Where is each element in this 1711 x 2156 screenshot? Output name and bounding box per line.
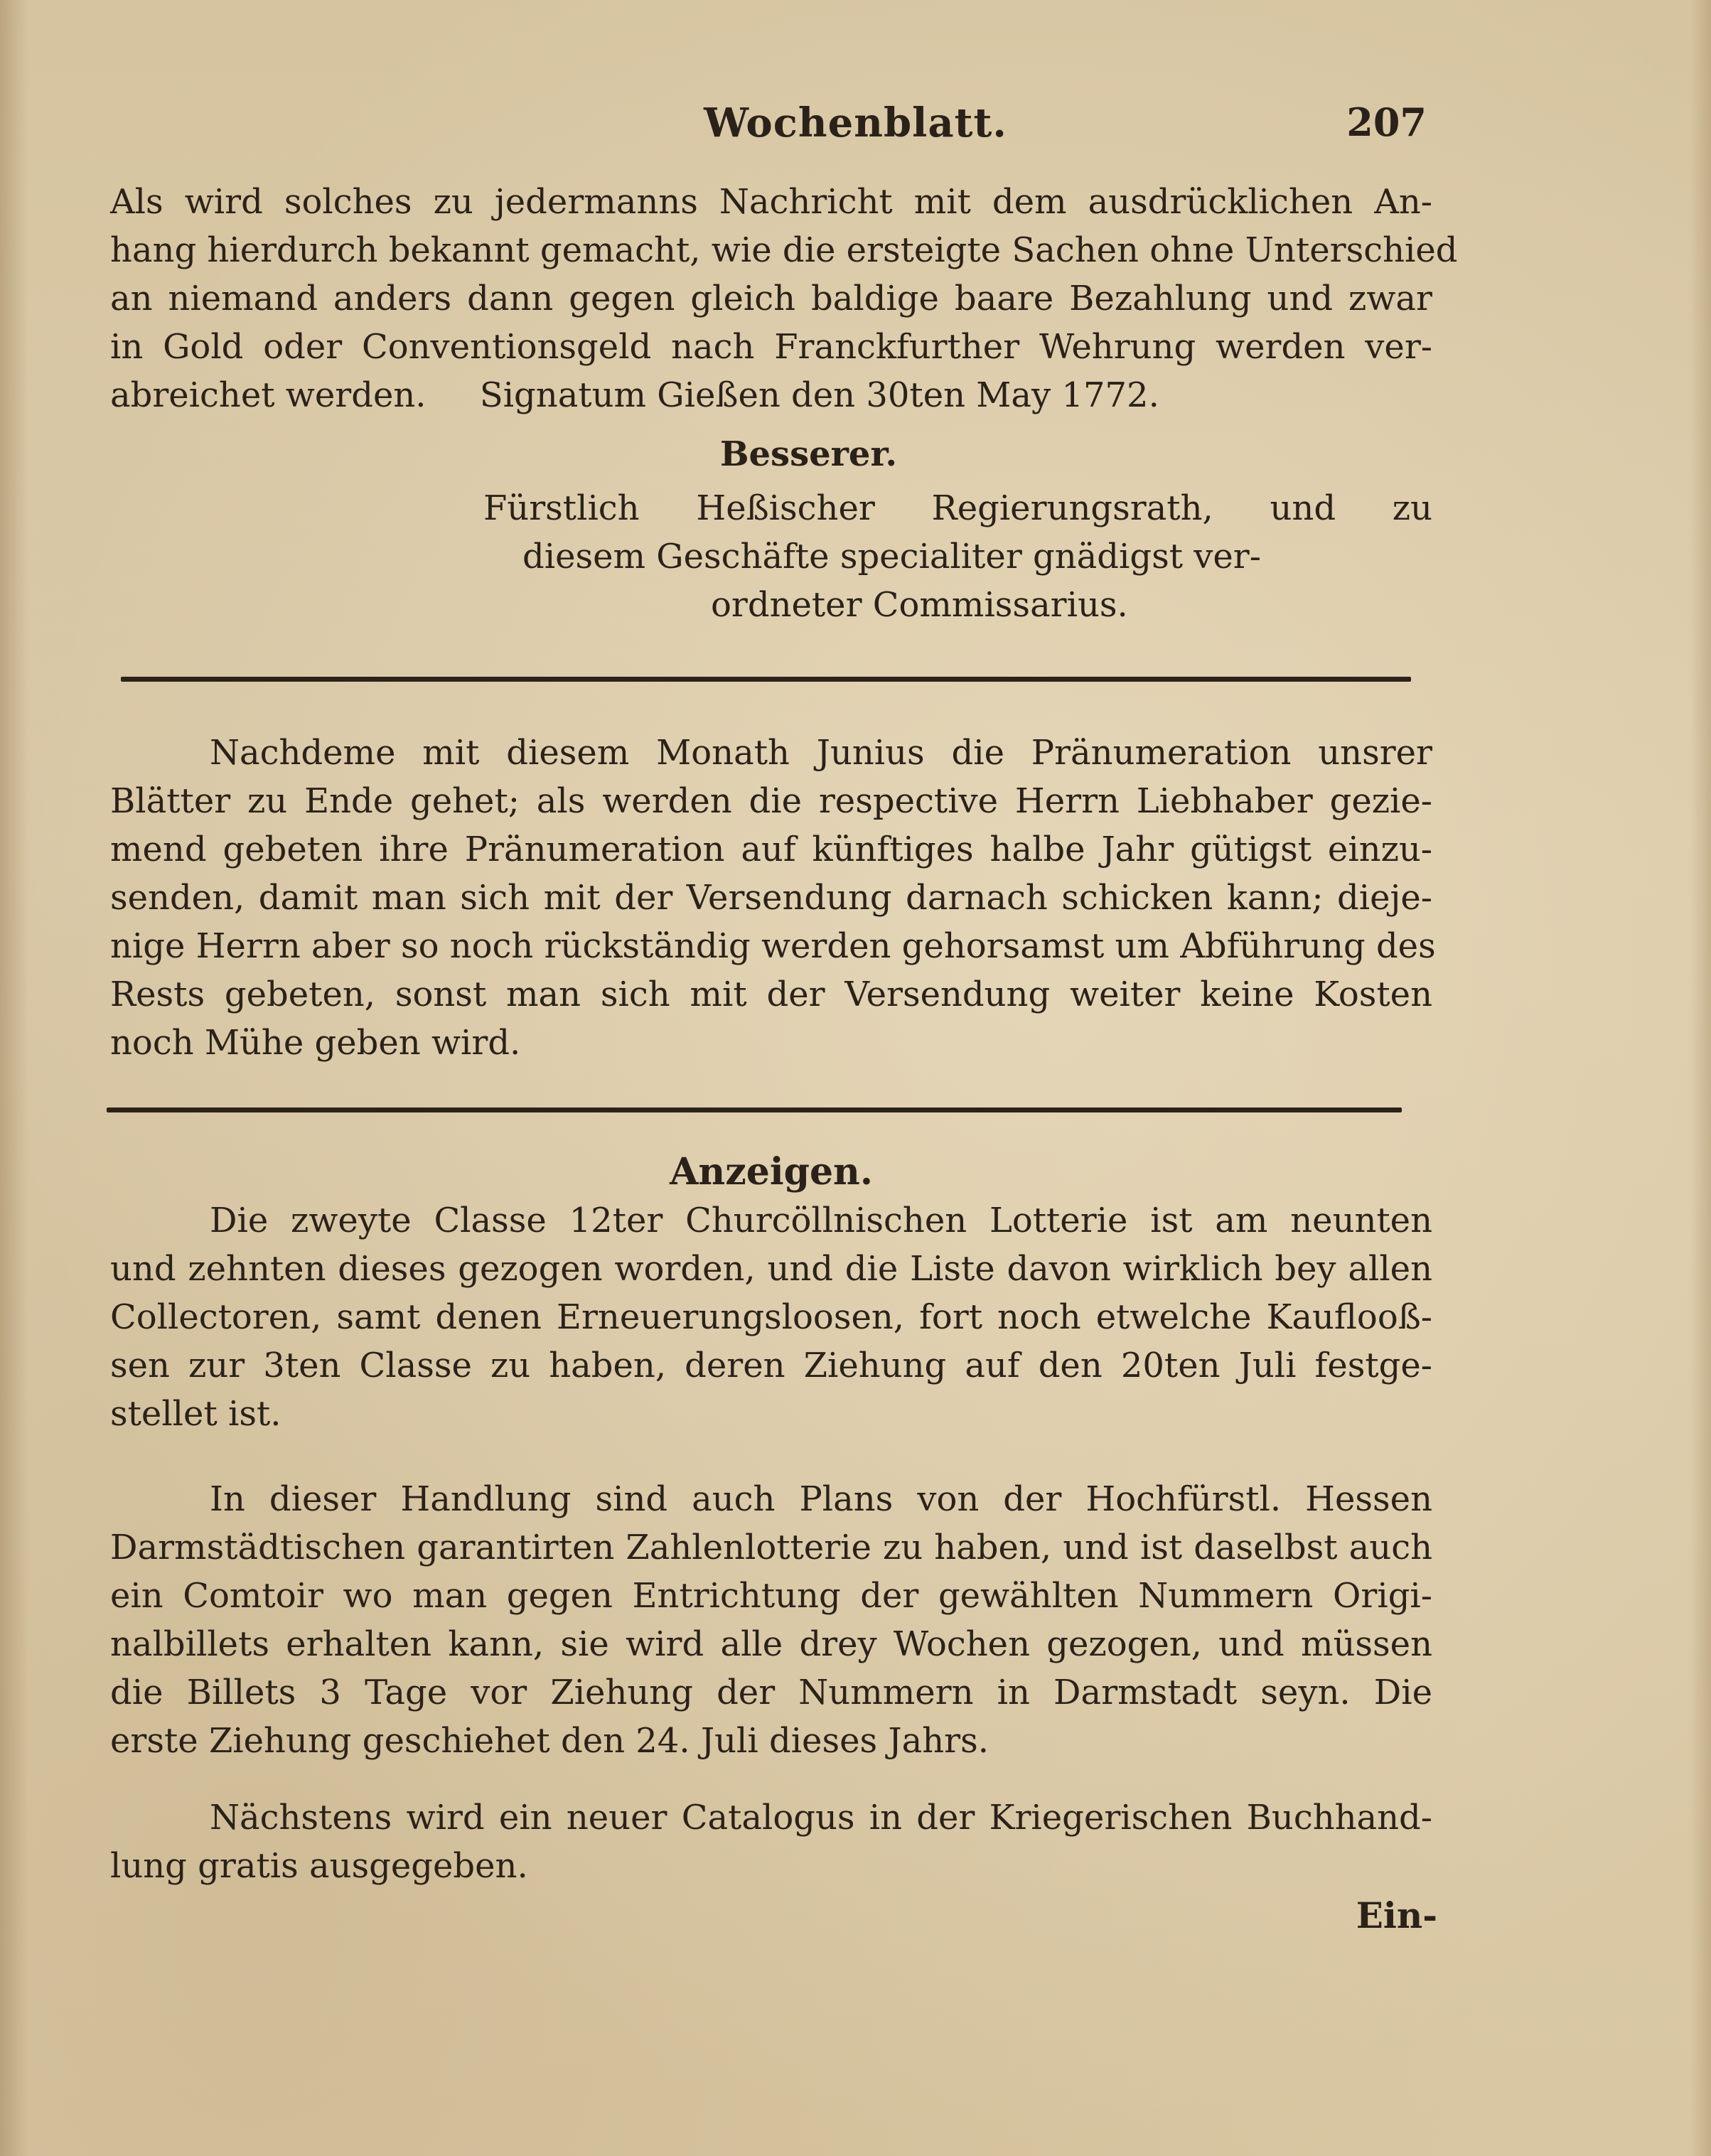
- text-line: In dieser Handlung sind auch Plans von der Hochfürstl. Hessen: [210, 1479, 1432, 1519]
- text-line: sen zur 3ten Classe zu haben, deren Ziehung auf den 20ten Juli festge-: [110, 1346, 1432, 1385]
- signer-name: Besserer.: [719, 434, 898, 474]
- text-line: erste Ziehung geschiehet den 24. Juli dieses Jahrs.: [110, 1721, 989, 1761]
- text-line: Rests gebeten, sonst man sich mit der Versendung weiter keine Kosten: [110, 975, 1432, 1014]
- section-divider: [107, 1108, 1402, 1112]
- text-line: die Billets 3 Tage vor Ziehung der Nummern in Darmstadt seyn. Die: [110, 1673, 1432, 1712]
- text-line: Die zweyte Classe 12ter Churcöllnischen Lotterie ist am neunten: [210, 1201, 1432, 1240]
- signer-title-line: diesem Geschäfte specialiter gnädigst ver-: [522, 537, 1261, 576]
- signature-block: [483, 430, 1432, 629]
- catchword: Ein-: [1356, 1894, 1437, 1936]
- text-line: senden, damit man sich mit der Versendung darnach schicken kann; dieje-: [110, 878, 1432, 918]
- text-line: nalbillets erhalten kann, sie wird alle drey Wochen gezogen, und müssen: [110, 1624, 1432, 1664]
- text-line: an niemand anders dann gegen gleich baldige baare Bezahlung und zwar: [110, 279, 1432, 318]
- auction-notice: [110, 178, 1458, 419]
- text-line-with-signatum: [110, 371, 1432, 419]
- subscription-notice: [110, 729, 1436, 1067]
- text-line: noch Mühe geben wird.: [110, 1023, 521, 1063]
- text-line: Nachdeme mit diesem Monath Junius die Pränumeration unsrer: [210, 733, 1432, 773]
- text-line: mend gebeten ihre Pränumeration auf künftiges halbe Jahr gütigst einzu-: [110, 830, 1432, 869]
- text-line: Collectoren, samt denen Erneuerungsloosen, fort noch etwelche Kauflooß-: [110, 1297, 1432, 1337]
- text-line: ein Comtoir wo man gegen Entrichtung der gewählten Nummern Origi-: [110, 1576, 1432, 1616]
- text-line: Als wird solches zu jedermanns Nachricht mit dem ausdrücklichen An-: [110, 182, 1432, 222]
- section-heading: Anzeigen.: [670, 1150, 873, 1194]
- text-line: stellet ist.: [110, 1394, 281, 1434]
- text-line: hang hierdurch bekannt gemacht, wie die ersteigte Sachen ohne Unterschied: [110, 230, 1458, 270]
- text-line: Blätter zu Ende gehet; als werden die respective Herrn Liebhaber gezie-: [110, 781, 1432, 821]
- text-line: in Gold oder Conventionsgeld nach Franckfurther Wehrung werden ver-: [110, 327, 1432, 367]
- advertisements-section: [110, 1148, 1432, 1890]
- page-number: 207: [1346, 100, 1427, 145]
- text-line: Nächstens wird ein neuer Catalogus in der Kriegerischen Buchhand-: [210, 1798, 1432, 1838]
- section-divider: [121, 677, 1411, 682]
- running-head-title: Wochenblatt.: [704, 100, 1007, 146]
- text-line: nige Herrn aber so noch rückständig werden gehorsamst um Abführung des: [110, 926, 1436, 966]
- text-line: Darmstädtischen garantirten Zahlenlotterie zu haben, und ist daselbst auch: [110, 1528, 1432, 1567]
- text-line: lung gratis ausgegeben.: [110, 1846, 528, 1886]
- text-line: und zehnten dieses gezogen worden, und die Liste davon wirklich bey allen: [110, 1249, 1432, 1289]
- page-edge-shadow-left: [0, 0, 28, 2156]
- signatum-date: Signatum Gießen den 30ten May 1772.: [479, 375, 1159, 415]
- page-edge-shadow-right: [1690, 0, 1711, 2156]
- signer-title-line: ordneter Commissarius.: [711, 585, 1128, 625]
- text-line-end: abreichet werden.: [110, 375, 427, 415]
- signer-title-line: Fürstlich Heßischer Regierungsrath, und zu: [483, 488, 1432, 528]
